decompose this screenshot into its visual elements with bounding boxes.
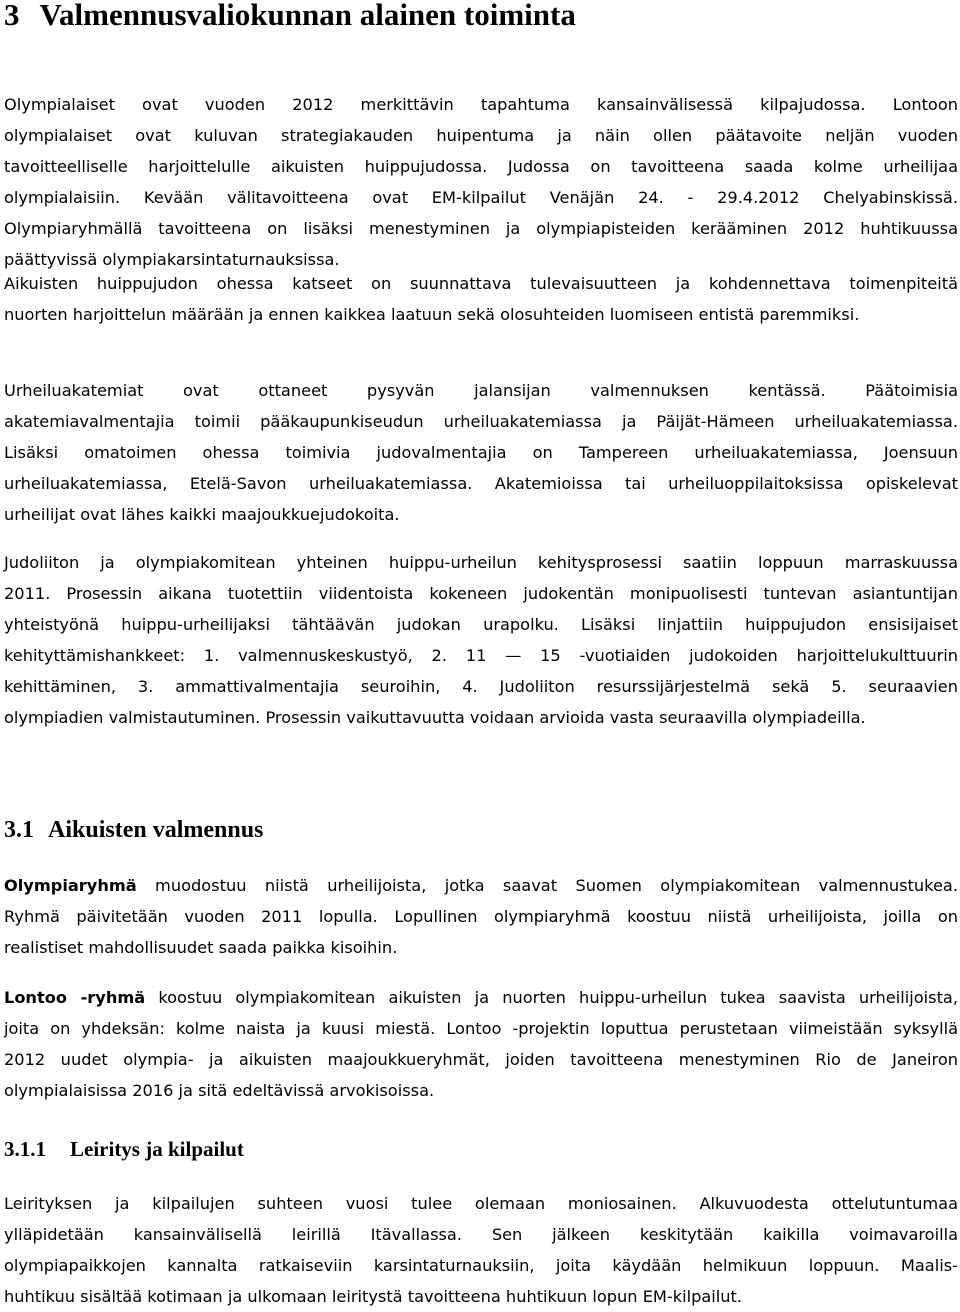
text-line: yhteistyönä huippu-urheilijaksi tähtäävän judokan urapolku. Lisäksi linjattiin huippujudon ensisijaiset — [4, 615, 958, 634]
paragraph-sports-academies — [4, 375, 958, 530]
text-line: Judoliiton ja olympiakomitean yhteinen huippu-urheilun kehitysprosessi saatiin loppuun marraskuussa — [4, 553, 958, 572]
text-line: kehityttämishankkeet: 1. valmennuskeskustyö, 2. 11 — 15 -vuotiaiden judokoiden harjoittelukulttuurin — [4, 646, 958, 665]
text-line: realistiset mahdollisuudet saada paikka kisoihin. — [4, 938, 398, 957]
heading-level-1 — [4, 0, 576, 33]
text-line: kehittäminen, 3. ammattivalmentajia seuroihin, 4. Judoliiton resurssijärjestelmä sekä 5. seuraavien — [4, 677, 958, 696]
text-line: Leirityksen ja kilpailujen suhteen vuosi tulee olemaan moniosainen. Alkuvuodesta ottelutuntumaa — [4, 1194, 958, 1213]
text-line: 2011. Prosessin aikana tuotettiin viidentoista kokeneen judokentän monipuolisesti tuntevan asiantuntijan — [4, 584, 958, 603]
text-line: huhtikuu sisältää kotimaan ja ulkomaan leiritystä tavoitteena huhtikuun lopun EM-kilpailut. — [4, 1287, 743, 1306]
text-line: olympialaisissa 2016 ja sitä edeltävissä arvokisoissa. — [4, 1081, 435, 1100]
text-line: Aikuisten huippujudon ohessa katseet on suunnattava tulevaisuutteen ja kohdennettava toimenpiteitä — [4, 274, 958, 293]
text-line: urheiluakatemiassa, Etelä-Savon urheiluakatemiassa. Akatemioissa tai urheiluoppilaitoksissa opiskelevat — [4, 474, 958, 493]
bold-term: Olympiaryhmä — [4, 876, 137, 895]
paragraph-development-process — [4, 547, 958, 733]
text-line: Ryhmä päivitetään vuoden 2011 lopulla. Lopullinen olympiaryhmä koostuu niistä urheilijoista, joilla on — [4, 907, 958, 926]
text-line: akatemiavalmentajia toimii pääkaupunkiseudun urheiluakatemiassa ja Päijät-Hämeen urheiluakatemiassa. — [4, 412, 958, 431]
text-line: Lisäksi omatoimen ohessa toimivia judovalmentajia on Tampereen urheiluakatemiassa, Joensuun — [4, 443, 958, 462]
heading-level-2 — [4, 815, 263, 845]
text-line: urheilijat ovat lähes kaikki maajoukkuejudokoita. — [4, 505, 400, 524]
paragraph-olympics-goal — [4, 89, 958, 275]
heading-number: 3 — [4, 0, 20, 32]
text-line: Urheiluakatemiat ovat ottaneet pysyvän jalansijan valmennuksen kentässä. Päätoimisia — [4, 381, 958, 400]
heading-number: 3.1 — [4, 817, 34, 843]
text-line: olympialaiset ovat kuluvan strategiakauden huipentuma ja näin ollen päätavoite neljän vuoden — [4, 126, 958, 145]
paragraph-london-group — [4, 982, 958, 1106]
heading-title: Valmennusvaliokunnan alainen toiminta — [39, 0, 576, 32]
text-line: päättyvissä olympiakarsintaturnauksissa. — [4, 250, 340, 269]
text-line: olympiadien valmistautuminen. Prosessin vaikuttavuutta voidaan arvioida vasta seuraavilla olympiadeilla. — [4, 708, 866, 727]
heading-title: Leiritys ja kilpailut — [70, 1137, 244, 1161]
text-run: muodostuu niistä urheilijoista, jotka saavat Suomen olympiakomitean valmennustukea. — [136, 876, 958, 895]
heading-number: 3.1.1 — [4, 1137, 46, 1161]
heading-level-3 — [4, 1136, 244, 1162]
text-line: nuorten harjoittelun määrään ja ennen kaikkea laatuun sekä olosuhteiden luomiseen entistä paremmiksi. — [4, 305, 860, 324]
paragraph-youth-training — [4, 268, 958, 330]
bold-term: Lontoo -ryhmä — [4, 988, 146, 1007]
text-line — [4, 870, 958, 901]
text-line: olympiapaikkojen kannalta ratkaiseviin karsintaturnauksiin, joita käydään helmikuun loppuun. Maalis- — [4, 1256, 958, 1275]
paragraph-camps-competitions — [4, 1188, 958, 1312]
text-line: joita on yhdeksän: kolme naista ja kuusi miestä. Lontoo -projektin loputtua perustetaan viimeistään syksyllä — [4, 1019, 958, 1038]
text-line — [4, 982, 958, 1013]
text-line: 2012 uudet olympia- ja aikuisten maajoukkueryhmät, joiden tavoitteena menestyminen Rio de Janeiron — [4, 1050, 958, 1069]
text-line: olympialaisiin. Kevään välitavoitteena ovat EM-kilpailut Venäjän 24. - 29.4.2012 Chelyabinskissä. — [4, 188, 958, 207]
text-run: koostuu olympiakomitean aikuisten ja nuorten huippu-urheilun tukea saavista urheilijoista, — [145, 988, 958, 1007]
text-line: tavoitteelliselle harjoittelulle aikuisten huippujudossa. Judossa on tavoitteena saada kolme urheilijaa — [4, 157, 958, 176]
text-line: Olympiaryhmällä tavoitteena on lisäksi menestyminen ja olympiapisteiden kerääminen 2012 huhtikuussa — [4, 219, 958, 238]
heading-title: Aikuisten valmennus — [48, 817, 264, 843]
text-line: ylläpidetään kansainvälisellä leirillä Itävallassa. Sen jälkeen keskitytään kaikilla voimavaroilla — [4, 1225, 958, 1244]
text-line: Olympialaiset ovat vuoden 2012 merkittävin tapahtuma kansainvälisessä kilpajudossa. Lontoon — [4, 95, 958, 114]
paragraph-olympic-group — [4, 870, 958, 963]
